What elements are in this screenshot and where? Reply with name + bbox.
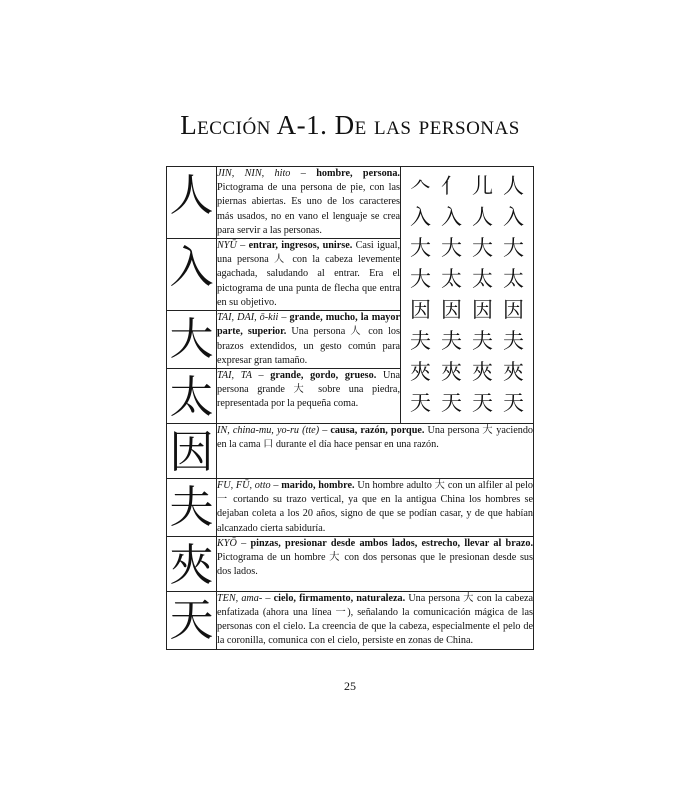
ancient-glyph: 𠆢 — [410, 174, 431, 198]
ancient-glyph: 儿 — [472, 174, 493, 198]
ancient-glyph: 天 — [441, 391, 462, 415]
kanji-reading: KYŌ – — [217, 537, 247, 549]
ancient-glyph: 夫 — [472, 329, 493, 353]
kanji-row — [167, 167, 534, 239]
kanji-description — [217, 167, 401, 239]
ancient-glyph: 入 — [410, 205, 431, 229]
kanji-explanation: Una persona 人 con los brazos extendidos, un gesto común para expresar gran tamaño. — [217, 326, 400, 366]
kanji-explanation: Pictograma de un hombre 大 con dos personas que le presionan desde sus dos lados. — [217, 552, 533, 578]
ancient-glyph: 大 — [410, 236, 431, 260]
ancient-glyph: 天 — [503, 391, 524, 415]
ancient-glyph: 天 — [410, 391, 431, 415]
ancient-glyph: 太 — [472, 267, 493, 291]
kanji-cell — [167, 368, 217, 423]
kanji-explanation: Una persona grande 大 sobre una piedra, representada por la pequeña coma. — [217, 369, 400, 410]
ancient-glyph: 夾 — [472, 360, 493, 384]
kanji-meaning: entrar, ingresos, unirse. — [248, 240, 353, 252]
kanji-character: 入 — [169, 242, 214, 294]
kanji-cell — [167, 239, 217, 311]
kanji-meaning: pinzas, presionar desde ambos lados, estrecho, llevar al brazo. — [250, 537, 534, 549]
kanji-cell — [167, 479, 217, 537]
ancient-glyph: 夾 — [503, 360, 524, 384]
ancient-glyph: 入 — [503, 205, 524, 229]
kanji-reading: TAI, TA – — [217, 369, 264, 381]
kanji-character: 太 — [169, 371, 214, 423]
ancient-glyph: 人 — [503, 174, 524, 198]
ancient-glyph: 大 — [441, 236, 462, 260]
kanji-character: 因 — [169, 427, 214, 478]
kanji-cell — [167, 591, 217, 649]
kanji-character: 夾 — [169, 539, 214, 591]
kanji-description — [217, 424, 534, 479]
ancient-glyph: 大 — [410, 267, 431, 291]
lesson-title: Lección A-1. De las personas — [180, 110, 520, 140]
kanji-meaning: cielo, firmamento, naturaleza. — [273, 592, 406, 604]
ancient-glyph: 亻 — [441, 174, 462, 198]
kanji-explanation: Una persona 大 con la cabeza enfatizada (ahora una línea 一), señalando la comunicación mágica de las personas con el cielo. La creencia de que la cabeza, especialmente el pelo de la coronilla, comunica con el cielo, persiste en zonas de China. — [217, 592, 534, 647]
ancient-glyph: 夫 — [410, 329, 431, 353]
kanji-table — [166, 166, 534, 650]
kanji-cell — [167, 311, 217, 369]
ancient-glyph: 人 — [472, 205, 493, 229]
ancient-glyph: 因 — [503, 298, 524, 322]
kanji-description — [217, 536, 534, 591]
kanji-description — [217, 368, 401, 423]
kanji-reading: TEN, ama- – — [217, 592, 271, 604]
ancient-glyph: 因 — [441, 298, 462, 322]
kanji-meaning: grande, gordo, grueso. — [270, 369, 377, 381]
ancient-glyph: 大 — [472, 236, 493, 260]
kanji-explanation: Casi igual, una persona 人 con la cabeza levemente agachada, saludando al entrar. Era el pictograma de una punta de flecha que entra en su objetivo. — [217, 240, 400, 308]
kanji-cell — [167, 424, 217, 479]
kanji-character: 人 — [169, 170, 214, 221]
ancient-glyph: 太 — [503, 267, 524, 291]
kanji-explanation: Pictograma de una persona de pie, con las piernas abiertas. Es uno de los caracteres más usados, no en vano el lenguaje se crea para servir a las personas. — [217, 182, 400, 236]
kanji-character: 夫 — [169, 482, 214, 533]
glyph-evolution-grid — [401, 167, 533, 423]
ancient-glyph: 夫 — [503, 329, 524, 353]
kanji-meaning: hombre, persona. — [316, 168, 400, 179]
ancient-glyph: 夾 — [410, 360, 431, 384]
ancient-glyph: 因 — [472, 298, 493, 322]
kanji-description — [217, 479, 534, 537]
kanji-meaning: grande, mucho, la mayor parte, superior. — [217, 312, 400, 338]
kanji-reading: IN, china-mu, yo-ru (tte) – — [217, 425, 328, 436]
kanji-row — [167, 591, 534, 649]
kanji-character: 天 — [169, 594, 214, 646]
ancient-glyph: 因 — [410, 298, 431, 322]
page-number: 25 — [344, 679, 356, 693]
ancient-glyph: 夾 — [441, 360, 462, 384]
ancient-glyph: 大 — [503, 236, 524, 260]
kanji-description — [217, 239, 401, 311]
ancient-glyph: 太 — [441, 267, 462, 291]
kanji-description — [217, 591, 534, 649]
kanji-row — [167, 536, 534, 591]
kanji-meaning: causa, razón, porque. — [330, 425, 425, 436]
kanji-explanation: Una persona 大 yaciendo en la cama 口 durante el día hace pensar en una razón. — [217, 425, 534, 451]
kanji-reading: NYŪ – — [217, 240, 246, 252]
ancient-glyph: 入 — [441, 205, 462, 229]
kanji-explanation: Un hombre adulto 大 con un alfiler al pelo 一 cortando su trazo vertical, ya que en la antigua China los hombres se dejaban coleta a los 20 años, signo de que se podían casar, y de que habían alcanzado cierta sabiduría. — [217, 480, 533, 534]
kanji-cell — [167, 167, 217, 239]
glyph-evolution-panel — [401, 167, 534, 424]
ancient-glyph: 夫 — [441, 329, 462, 353]
kanji-meaning: marido, hombre. — [281, 480, 355, 491]
kanji-character: 大 — [169, 314, 214, 366]
kanji-reading: FU, FŪ, otto – — [217, 480, 279, 491]
kanji-row — [167, 424, 534, 479]
kanji-description — [217, 311, 401, 369]
kanji-reading: TAI, DAI, ō-kii – — [217, 312, 287, 324]
kanji-reading: JIN, NIN, hito – — [217, 168, 306, 179]
kanji-row — [167, 479, 534, 537]
ancient-glyph: 天 — [472, 391, 493, 415]
kanji-cell — [167, 536, 217, 591]
